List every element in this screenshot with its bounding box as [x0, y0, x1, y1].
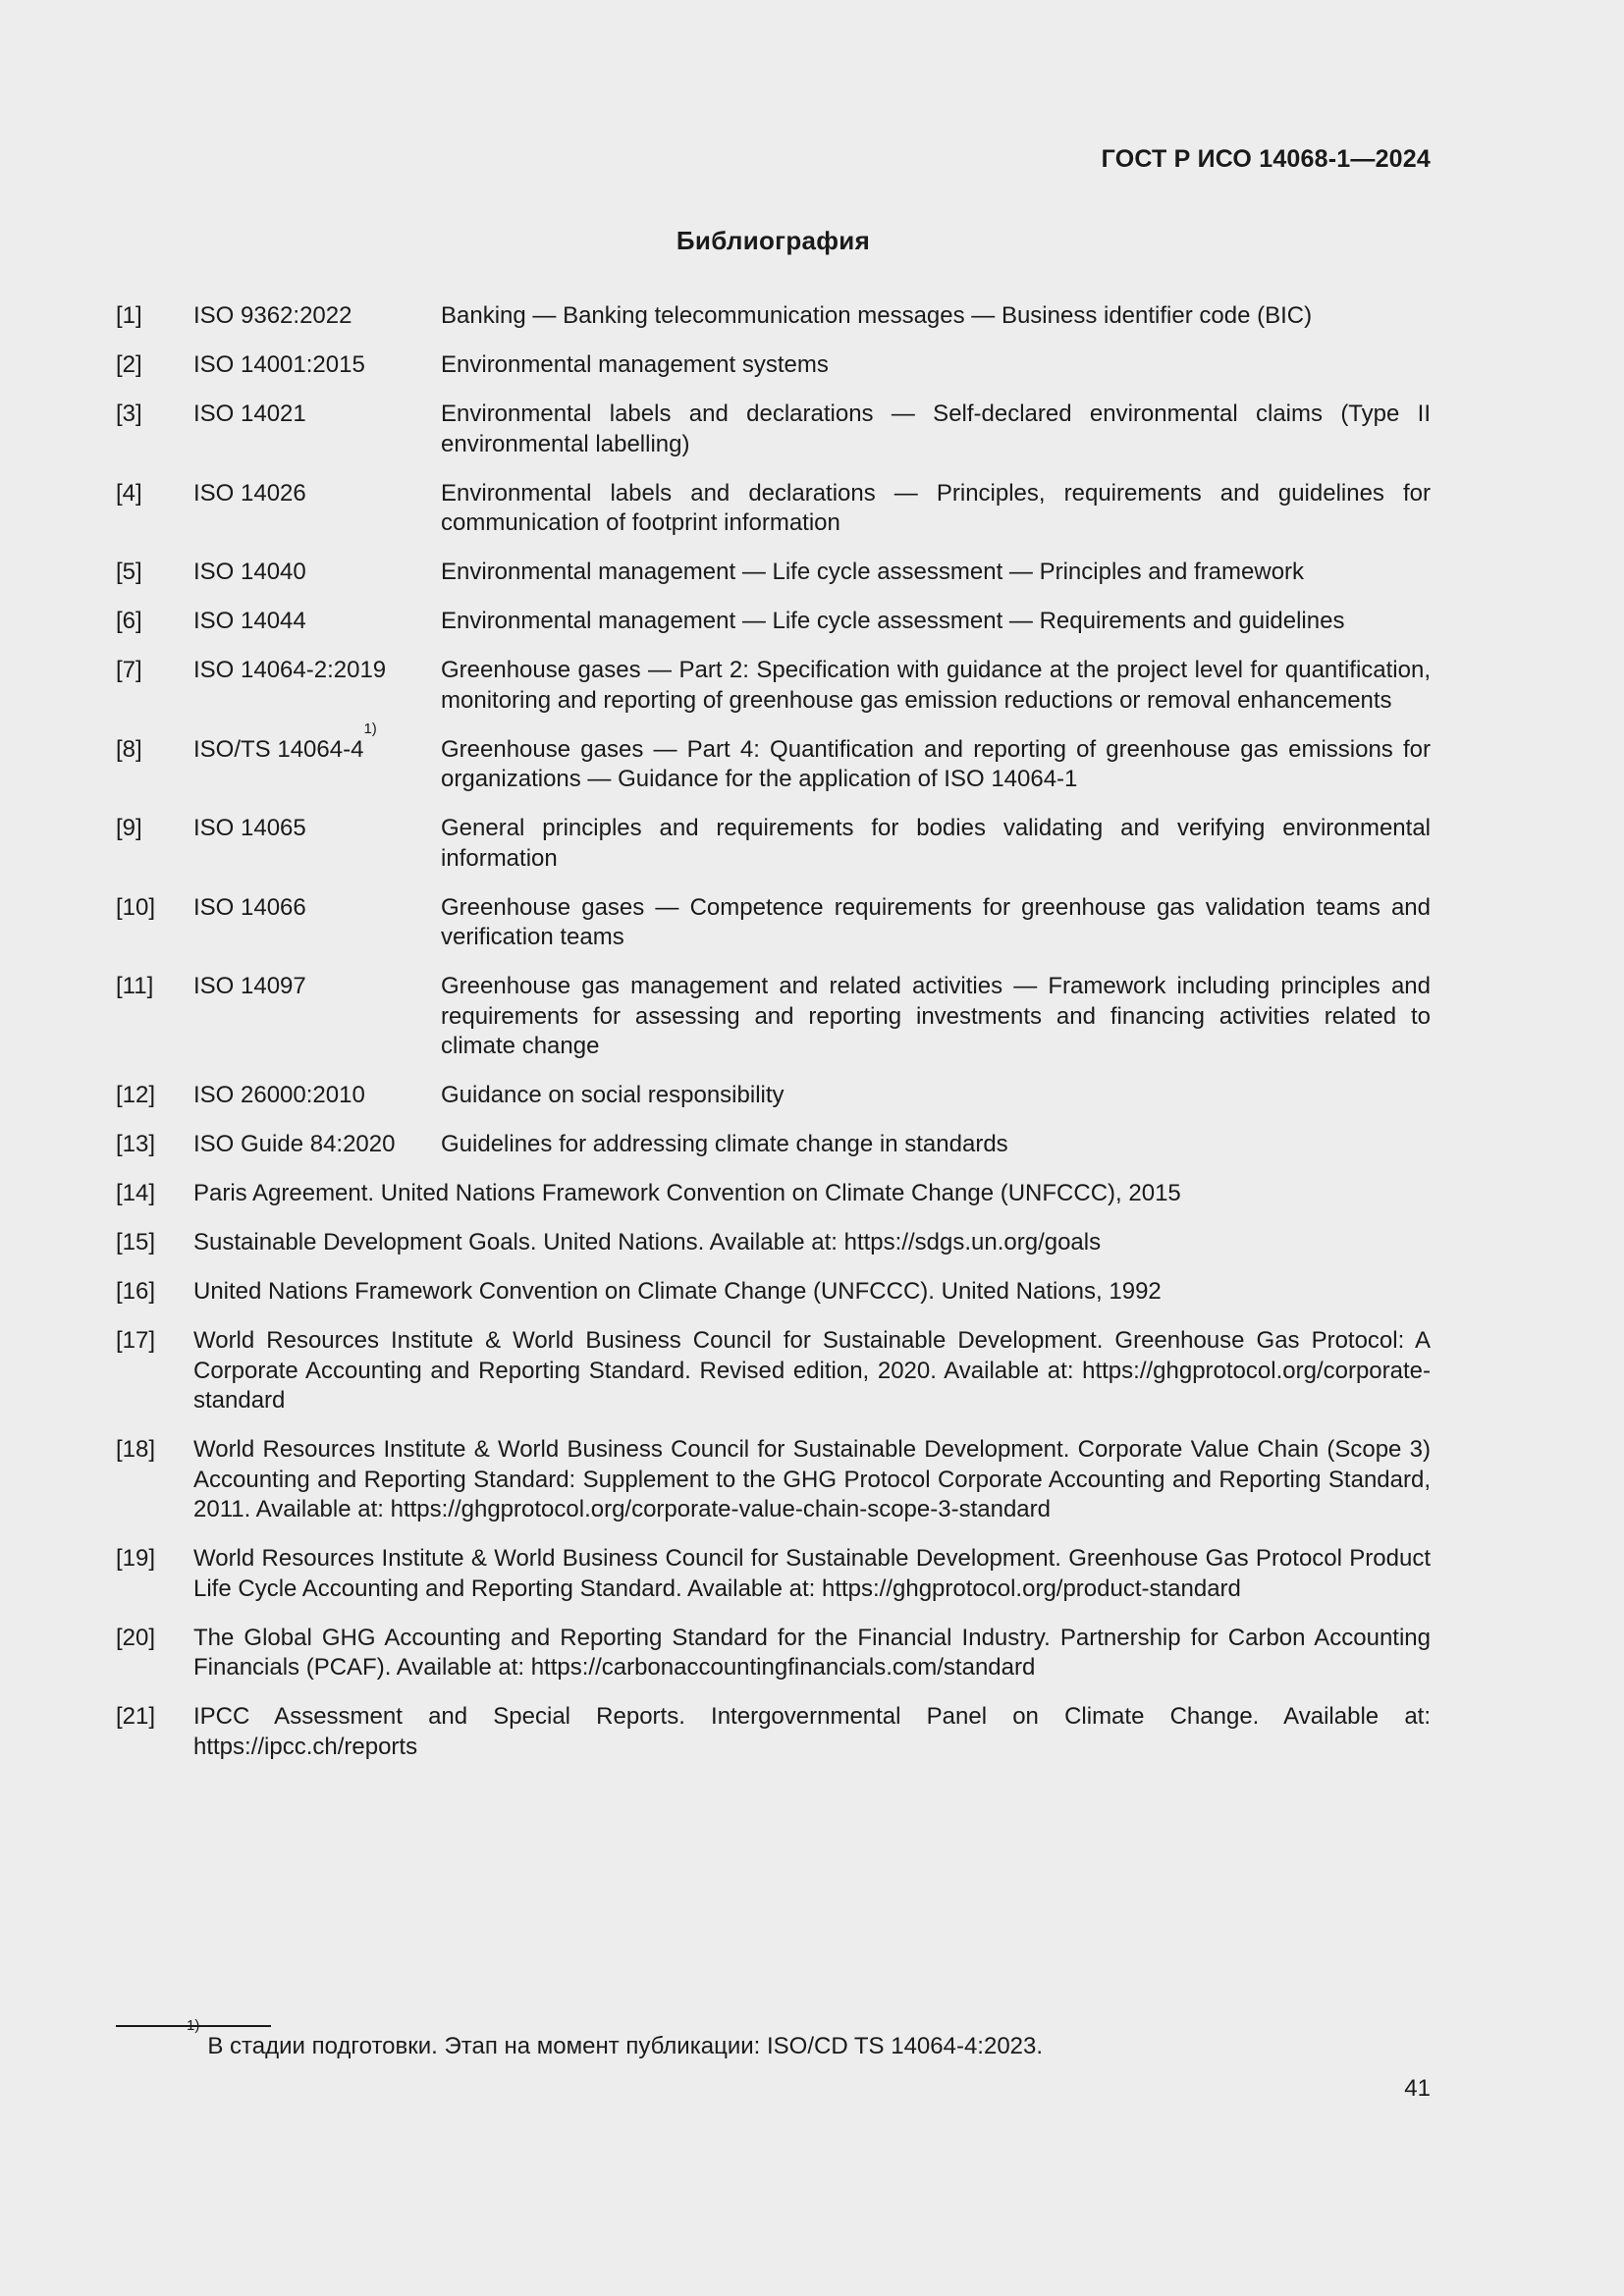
footnote-reference: 1)	[363, 720, 377, 737]
entry-code: ISO 14097	[193, 973, 306, 999]
entry-code: ISO/TS 14064-4	[193, 735, 364, 763]
entry-code: ISO 26000:2010	[193, 1082, 365, 1108]
entry-title: IPCC Assessment and Special Reports. Intergovernmental Panel on Climate Change. Available at: https://ipcc.ch/reports	[193, 1703, 1431, 1760]
bibliography-entry	[116, 1544, 1431, 1604]
entry-number: [6]	[116, 608, 142, 634]
bibliography-entry	[116, 1179, 1431, 1209]
bibliography-entry	[116, 607, 1431, 637]
entry-title: Greenhouse gases — Part 2: Specification with guidance at the project level for quantification, monitoring and reporting of greenhouse gas emission reductions or removal enhancements	[441, 657, 1431, 714]
bibliography-entry	[116, 972, 1431, 1062]
entry-code: ISO 14026	[193, 479, 306, 507]
entry-code: ISO 14066	[193, 893, 306, 921]
entry-number: [13]	[116, 1131, 156, 1157]
entry-title: Environmental management systems	[441, 351, 829, 378]
entry-code: ISO Guide 84:2020	[193, 1131, 396, 1157]
entry-title: General principles and requirements for bodies validating and verifying environmental information	[441, 815, 1431, 872]
entry-code: ISO 14044	[193, 608, 306, 634]
bibliography-entry	[116, 558, 1431, 588]
entry-code: ISO 14065	[193, 815, 306, 841]
entry-number: [2]	[116, 351, 142, 378]
entry-code: ISO 14040	[193, 559, 306, 585]
bibliography-entry	[116, 1624, 1431, 1683]
entry-title: United Nations Framework Convention on Climate Change (UNFCCC). United Nations, 1992	[193, 1278, 1162, 1305]
entry-number: [7]	[116, 657, 142, 683]
entry-code: ISO 14064-2:2019	[193, 657, 387, 683]
entry-number: [12]	[116, 1082, 156, 1108]
footnote-marker: 1)	[187, 2017, 200, 2034]
bibliography-entry	[116, 1702, 1431, 1762]
entry-title: World Resources Institute & World Business Council for Sustainable Development. Greenhouse Gas Protocol: A Corporate Accounting and Reporting Standard. Revised edition, 2020. Available at: https://ghgprotocol.org/corporate-standard	[193, 1327, 1431, 1414]
bibliography-entry	[116, 656, 1431, 716]
entry-code: ISO 14001:2015	[193, 351, 365, 378]
entry-code: ISO 14021	[193, 400, 306, 427]
entry-number: [16]	[116, 1278, 156, 1305]
entry-title: World Resources Institute & World Business Council for Sustainable Development. Greenhouse Gas Protocol Product Life Cycle Accounting and Reporting Standard. Available at: https://ghgprotocol.org/product-standard	[193, 1545, 1431, 1602]
entry-code: ISO 9362:2022	[193, 302, 352, 329]
entry-code-with-footnote	[193, 720, 441, 795]
entry-title: Paris Agreement. United Nations Framework Convention on Climate Change (UNFCCC), 2015	[193, 1180, 1181, 1206]
entry-number: [17]	[116, 1327, 156, 1354]
entry-number: [4]	[116, 479, 142, 507]
bibliography-entry	[116, 893, 1431, 953]
bibliography-entry	[116, 814, 1431, 874]
entry-number: [15]	[116, 1229, 156, 1255]
bibliography-entry	[116, 1228, 1431, 1258]
bibliography-entry	[116, 1130, 1431, 1160]
entry-number: [5]	[116, 559, 142, 585]
bibliography-entry	[116, 350, 1431, 381]
entry-number: [19]	[116, 1545, 156, 1572]
entry-title: World Resources Institute & World Business Council for Sustainable Development. Corporate Value Chain (Scope 3) Accounting and Reporting Standard: Supplement to the GHG Protocol Corporate Accounting and Reporting Standard, 2011. Available at: https://ghgprotocol.org/corporate-value-chain-scope-3-standard	[193, 1436, 1431, 1522]
bibliography-entry	[116, 479, 1431, 539]
entry-number: [11]	[116, 973, 154, 999]
entry-title: Guidelines for addressing climate change in standards	[441, 1131, 1008, 1157]
section-title: Библиография	[676, 226, 871, 255]
bibliography-entry	[116, 1277, 1431, 1308]
page-number: 41	[1404, 2075, 1431, 2102]
footnote	[187, 2017, 1044, 2061]
document-code-header: ГОСТ Р ИСО 14068-1—2024	[1101, 145, 1431, 173]
entry-title: The Global GHG Accounting and Reporting Standard for the Financial Industry. Partnership for Carbon Accounting Financials (PCAF). Available at: https://carbonaccountingfinancials.com/standard	[193, 1624, 1431, 1681]
entry-title: Environmental management — Life cycle assessment — Requirements and guidelines	[441, 608, 1345, 634]
entry-title: Guidance on social responsibility	[441, 1082, 785, 1108]
entry-title: Environmental labels and declarations — Self-declared environmental claims (Type II environmental labelling)	[441, 400, 1431, 457]
entry-title: Banking — Banking telecommunication messages — Business identifier code (BIC)	[441, 302, 1313, 329]
entry-title: Environmental management — Life cycle assessment — Principles and framework	[441, 559, 1305, 585]
entry-number: [10]	[116, 893, 156, 921]
entry-number: [1]	[116, 302, 142, 329]
bibliography-list	[116, 301, 1431, 1782]
bibliography-entry	[116, 1081, 1431, 1111]
entry-number: [8]	[116, 735, 142, 763]
entry-number: [21]	[116, 1703, 156, 1730]
bibliography-entry	[116, 1435, 1431, 1525]
entry-title: Greenhouse gases — Part 4: Quantification and reporting of greenhouse gas emissions for organizations — Guidance for the application of ISO 14064-1	[441, 735, 1431, 792]
entry-number: [9]	[116, 815, 142, 841]
entry-title: Sustainable Development Goals. United Nations. Available at: https://sdgs.un.org/goals	[193, 1229, 1102, 1255]
bibliography-entry	[116, 1326, 1431, 1416]
footnote-text: В стадии подготовки. Этап на момент публикации: ISO/CD TS 14064-4:2023.	[207, 2033, 1044, 2059]
entry-number: [20]	[116, 1624, 156, 1651]
entry-title: Greenhouse gas management and related activities — Framework including principles and requirements for assessing and reporting investments and financing activities related to climate change	[441, 973, 1431, 1059]
entry-number: [18]	[116, 1436, 156, 1463]
bibliography-entry	[116, 301, 1431, 332]
entry-number: [3]	[116, 400, 142, 427]
entry-title: Greenhouse gases — Competence requirements for greenhouse gas validation teams and verification teams	[441, 893, 1431, 950]
document-page	[116, 0, 1431, 2296]
entry-title: Environmental labels and declarations — Principles, requirements and guidelines for communication of footprint information	[441, 479, 1431, 536]
bibliography-entry	[116, 400, 1431, 459]
bibliography-entry	[116, 720, 1431, 795]
entry-number: [14]	[116, 1180, 156, 1206]
